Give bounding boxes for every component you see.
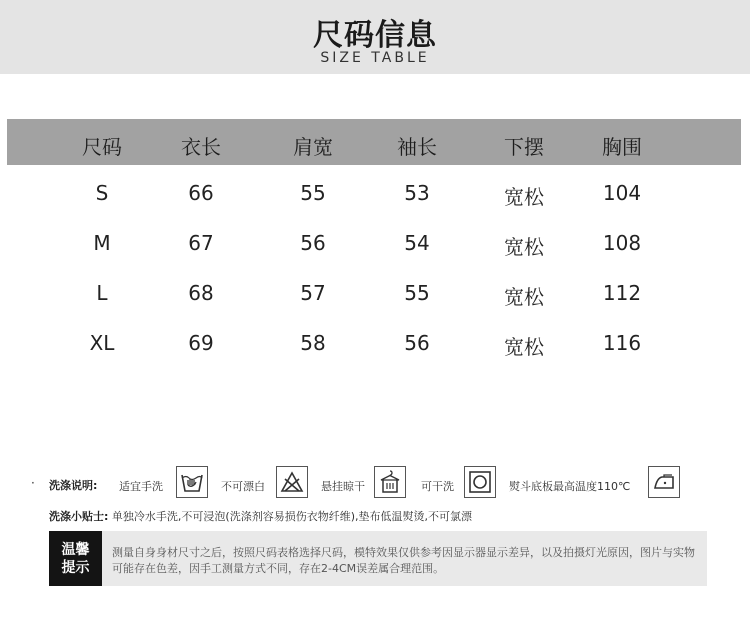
- column-header-chest: 胸围: [602, 135, 642, 159]
- size-table-header: [7, 119, 741, 165]
- bullet-dot: ·: [31, 476, 35, 490]
- page-title: 尺码信息: [313, 18, 437, 53]
- table-cell: 56: [300, 231, 326, 255]
- wash-tips-text: 单独冷水手洗,不可浸泡(洗涤剂容易损伤衣物纤维),垫布低温熨烫,不可氯漂: [111, 510, 472, 523]
- table-cell: 54: [404, 231, 430, 255]
- hang-dry-icon: [374, 466, 406, 498]
- table-cell: 57: [300, 281, 326, 305]
- notice-text: 测量自身身材尺寸之后，按照尺码表格选择尺码，模特效果仅供参考因显示器显示差异，以及拍摄灯光原因，图片与实物可能存在色差，因手工测量方式不同，存在2-4CM误差属合理范围。: [112, 546, 695, 575]
- table-cell: S: [95, 181, 109, 205]
- table-row: [7, 173, 741, 213]
- care-label-no-bleach: 不可漂白: [221, 480, 265, 493]
- care-title: 洗涤说明:: [49, 479, 98, 492]
- table-cell: 宽松: [504, 335, 544, 359]
- table-cell: 116: [602, 331, 642, 355]
- column-header-length: 衣长: [181, 135, 221, 159]
- table-cell: 66: [188, 181, 214, 205]
- title-banner: [0, 0, 750, 74]
- notice-panel: [49, 531, 707, 586]
- table-cell: 68: [188, 281, 214, 305]
- iron-icon: [648, 466, 680, 498]
- table-cell: 55: [300, 181, 326, 205]
- no-bleach-icon: [276, 466, 308, 498]
- column-header-sleeve: 袖长: [397, 135, 437, 159]
- care-instructions: [0, 466, 750, 504]
- notice-badge: [49, 531, 102, 586]
- table-row: [7, 323, 741, 363]
- wash-tips-title: 洗涤小贴士:: [49, 510, 109, 523]
- table-cell: 67: [188, 231, 214, 255]
- table-cell: 55: [404, 281, 430, 305]
- table-row: [7, 223, 741, 263]
- table-cell: 112: [602, 281, 642, 305]
- table-row: [7, 273, 741, 313]
- hand-wash-icon: [176, 466, 208, 498]
- table-cell: 宽松: [504, 285, 544, 309]
- table-cell: 53: [404, 181, 430, 205]
- care-label-dry-clean: 可干洗: [421, 480, 454, 493]
- table-cell: M: [93, 231, 111, 255]
- table-cell: XL: [89, 331, 115, 355]
- care-label-hang-dry: 悬挂晾干: [321, 480, 365, 493]
- wash-tips: [49, 508, 472, 524]
- column-header-hem: 下摆: [504, 135, 544, 159]
- column-header-shoulder: 肩宽: [293, 135, 333, 159]
- table-cell: 宽松: [504, 185, 544, 209]
- notice-badge-line2: 提示: [61, 559, 90, 576]
- page-subtitle: SIZE TABLE: [320, 50, 430, 66]
- table-cell: 104: [602, 181, 642, 205]
- dry-clean-icon: [464, 466, 496, 498]
- table-cell: 69: [188, 331, 214, 355]
- care-label-iron: 熨斗底板最高温度110℃: [509, 480, 631, 493]
- column-header-size: 尺码: [82, 135, 122, 159]
- table-cell: 56: [404, 331, 430, 355]
- care-label-hand-wash: 适宜手洗: [119, 480, 163, 493]
- table-cell: 108: [602, 231, 642, 255]
- notice-badge-line1: 温馨: [61, 541, 90, 558]
- table-cell: L: [96, 281, 108, 305]
- table-cell: 58: [300, 331, 326, 355]
- table-cell: 宽松: [504, 235, 544, 259]
